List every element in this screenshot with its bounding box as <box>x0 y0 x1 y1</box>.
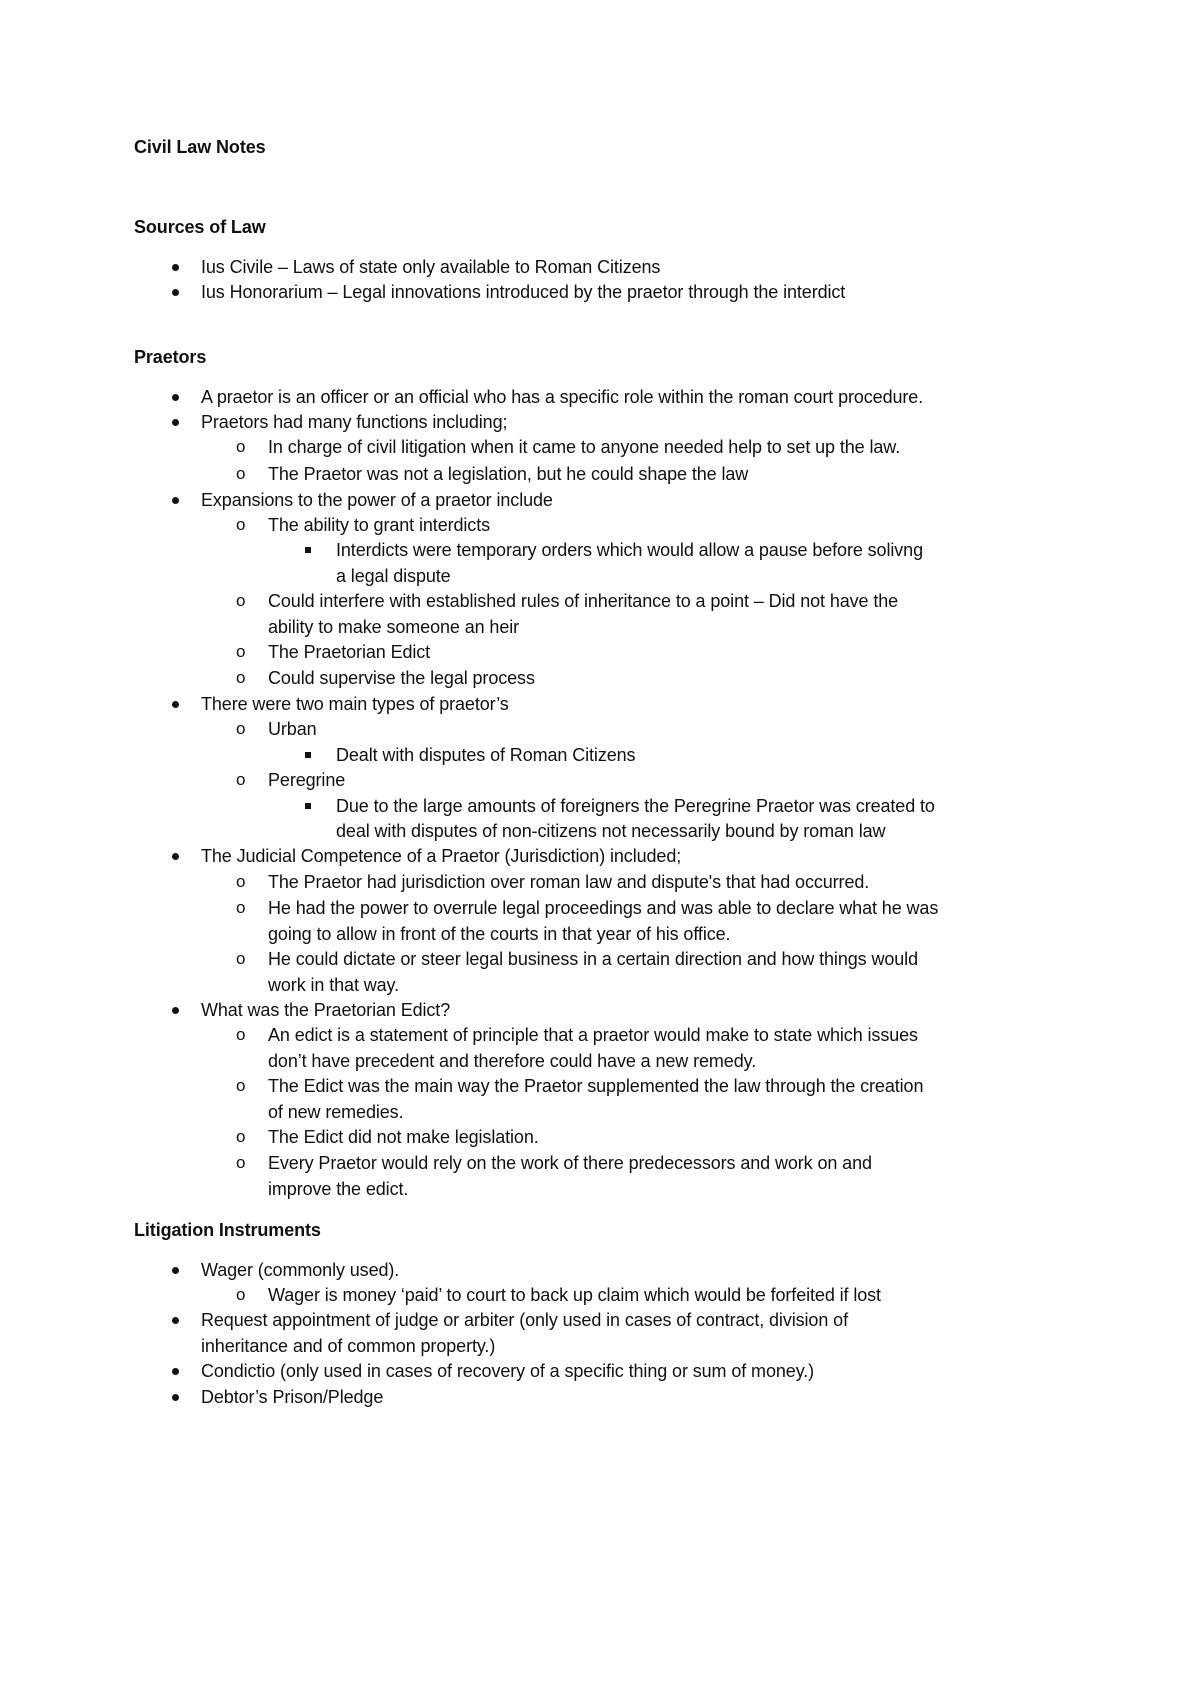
bullet-dot-icon <box>172 394 179 401</box>
bullet-dot-icon <box>172 1007 179 1014</box>
list-item: The ability to grant interdicts <box>268 515 491 535</box>
bullet-dot-icon <box>172 853 179 860</box>
bullet-dot-icon <box>172 1368 179 1375</box>
bullet-square-icon <box>305 547 311 553</box>
list-item: Expansions to the power of a praetor include <box>201 490 553 510</box>
bullet-dot-icon <box>172 419 179 426</box>
bullet-circle-icon: o <box>236 515 246 534</box>
bullet-circle-icon: o <box>236 770 246 789</box>
bullet-dot-icon <box>172 1394 179 1401</box>
document-title: Civil Law Notes <box>134 137 266 157</box>
bullet-circle-icon: o <box>236 1127 246 1146</box>
list-item: Wager is money ‘paid’ to court to back up claim which would be forfeited if lost <box>268 1285 881 1305</box>
list-item-continuation: don’t have precedent and therefore could have a new remedy. <box>268 1051 757 1071</box>
list-item: Dealt with disputes of Roman Citizens <box>336 745 636 765</box>
list-item: Ius Honorarium – Legal innovations introduced by the praetor through the interdict <box>201 282 846 302</box>
bullet-square-icon <box>305 803 311 809</box>
list-item-continuation: improve the edict. <box>268 1179 409 1199</box>
section-heading: Sources of Law <box>134 217 266 237</box>
bullet-dot-icon <box>172 1267 179 1274</box>
list-item: The Praetorian Edict <box>268 642 431 662</box>
list-item: An edict is a statement of principle that a praetor would make to state which issues <box>268 1025 918 1045</box>
bullet-circle-icon: o <box>236 1153 246 1172</box>
bullet-circle-icon: o <box>236 1285 246 1304</box>
list-item: Condictio (only used in cases of recovery of a specific thing or sum of money.) <box>201 1361 815 1381</box>
list-item: Peregrine <box>268 770 346 790</box>
bullet-dot-icon <box>172 497 179 504</box>
bullet-dot-icon <box>172 701 179 708</box>
bullet-circle-icon: o <box>236 719 246 738</box>
list-item: Due to the large amounts of foreigners the Peregrine Praetor was created to <box>336 796 935 816</box>
list-item: He could dictate or steer legal business in a certain direction and how things would <box>268 949 918 969</box>
list-item: Wager (commonly used). <box>201 1260 400 1280</box>
list-item: A praetor is an officer or an official who has a specific role within the roman court procedure. <box>201 387 924 407</box>
bullet-circle-icon: o <box>236 642 246 661</box>
list-item: The Praetor was not a legislation, but he could shape the law <box>268 464 749 484</box>
list-item-continuation: of new remedies. <box>268 1102 404 1122</box>
bullet-circle-icon: o <box>236 591 246 610</box>
list-item: The Judicial Competence of a Praetor (Jurisdiction) included; <box>201 846 682 866</box>
bullet-circle-icon: o <box>236 1076 246 1095</box>
bullet-circle-icon: o <box>236 898 246 917</box>
list-item-continuation: inheritance and of common property.) <box>201 1336 496 1356</box>
list-item-continuation: deal with disputes of non-citizens not necessarily bound by roman law <box>336 821 886 841</box>
list-item: There were two main types of praetor’s <box>201 694 509 714</box>
list-item: Interdicts were temporary orders which would allow a pause before solivng <box>336 540 923 560</box>
list-item-continuation: ability to make someone an heir <box>268 617 520 637</box>
list-item: Praetors had many functions including; <box>201 412 508 432</box>
list-item: What was the Praetorian Edict? <box>201 1000 451 1020</box>
section-heading: Litigation Instruments <box>134 1220 321 1240</box>
list-item-continuation: a legal dispute <box>336 566 451 586</box>
list-item: Could interfere with established rules of inheritance to a point – Did not have the <box>268 591 899 611</box>
list-item: Every Praetor would rely on the work of there predecessors and work on and <box>268 1153 872 1173</box>
bullet-dot-icon <box>172 264 179 271</box>
bullet-circle-icon: o <box>236 437 246 456</box>
list-item: The Praetor had jurisdiction over roman law and dispute's that had occurred. <box>268 872 870 892</box>
list-item: He had the power to overrule legal proceedings and was able to declare what he was <box>268 898 939 918</box>
bullet-circle-icon: o <box>236 668 246 687</box>
list-item-continuation: work in that way. <box>268 975 400 995</box>
list-item: Debtor’s Prison/Pledge <box>201 1387 384 1407</box>
list-item: Could supervise the legal process <box>268 668 535 688</box>
bullet-circle-icon: o <box>236 949 246 968</box>
bullet-circle-icon: o <box>236 464 246 483</box>
bullet-dot-icon <box>172 289 179 296</box>
list-item: The Edict did not make legislation. <box>268 1127 539 1147</box>
list-item-continuation: going to allow in front of the courts in that year of his office. <box>268 924 731 944</box>
list-item: Urban <box>268 719 317 739</box>
bullet-circle-icon: o <box>236 872 246 891</box>
list-item: Request appointment of judge or arbiter (only used in cases of contract, division of <box>201 1310 848 1330</box>
bullet-circle-icon: o <box>236 1025 246 1044</box>
list-item: Ius Civile – Laws of state only available to Roman Citizens <box>201 257 661 277</box>
list-item: The Edict was the main way the Praetor supplemented the law through the creation <box>268 1076 924 1096</box>
section-heading: Praetors <box>134 347 207 367</box>
bullet-square-icon <box>305 752 311 758</box>
bullet-dot-icon <box>172 1317 179 1324</box>
list-item: In charge of civil litigation when it came to anyone needed help to set up the law. <box>268 437 901 457</box>
